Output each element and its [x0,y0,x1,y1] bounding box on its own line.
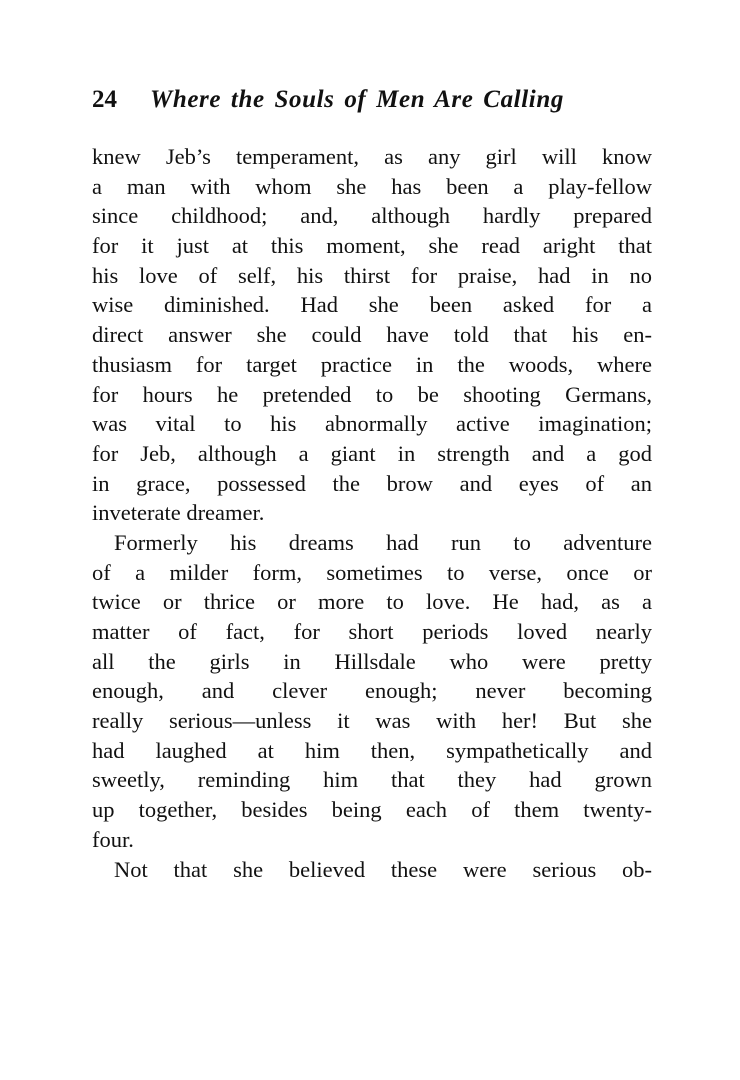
running-title: Where the Souls of Men Are Calling [150,86,564,113]
paragraph [92,528,652,855]
text-line: direct answer she could have told that his en- [92,322,652,348]
text-line: really serious—unless it was with her! But she [92,708,652,734]
text-line: inveterate dreamer. [92,500,265,526]
text-line: since childhood; and, although hardly prepared [92,203,652,229]
running-header [92,84,652,128]
text-line: for hours he pretended to be shooting Germans, [92,381,652,407]
body-text [92,142,652,884]
page-number: 24 [92,86,117,113]
text-line: all the girls in Hillsdale who were pretty [92,648,652,674]
text-line: Not that she believed these were serious ob- [114,856,652,882]
paragraph [92,142,652,528]
text-line: his love of self, his thirst for praise, had in no [92,262,652,288]
text-line: twice or thrice or more to love. He had, as a [92,589,652,615]
text-line: in grace, possessed the brow and eyes of an [92,470,652,496]
text-line: enough, and clever enough; never becoming [92,678,652,704]
text-line: knew Jeb’s temperament, as any girl will know [92,144,652,169]
text-line: for Jeb, although a giant in strength and a god [92,440,652,466]
text-line: thusiasm for target practice in the woods, where [92,351,652,377]
text-line: was vital to his abnormally active imagination; [92,411,652,437]
text-line: wise diminished. Had she been asked for a [92,292,652,318]
text-line: matter of fact, for short periods loved nearly [92,619,652,644]
text-line: up together, besides being each of them twenty- [92,797,652,823]
text-line: of a milder form, sometimes to verse, once or [92,559,652,585]
text-line: had laughed at him then, sympathetically and [92,737,652,763]
text-line: four. [92,826,134,852]
paragraph [92,855,652,885]
book-page [92,84,652,884]
text-line: Formerly his dreams had run to adventure [114,529,652,555]
text-line: sweetly, reminding him that they had grown [92,767,652,793]
text-line: a man with whom she has been a play-fellow [92,173,652,199]
text-line: for it just at this moment, she read aright that [92,233,652,259]
